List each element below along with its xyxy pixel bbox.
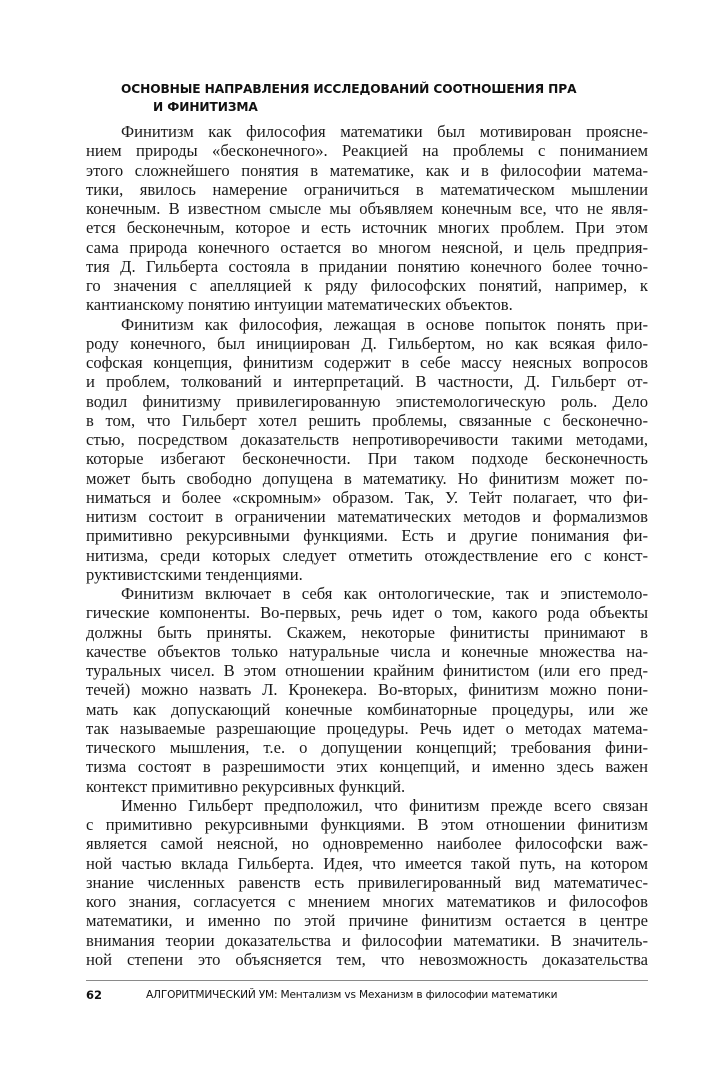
- section-heading-line-1: ОСНОВНЫЕ НАПРАВЛЕНИЯ ИССЛЕДОВАНИЙ СООТНОШЕНИЯ ПРА: [121, 82, 577, 96]
- text-line: ниматься и более «скромным» образом. Так, У. Тейт полагает, что фи-: [86, 487, 648, 507]
- text-line: нием природы «бесконечного». Реакцией на проблемы с пониманием: [86, 141, 648, 161]
- text-line: контекст примитивно рекурсивных функций.: [86, 776, 406, 796]
- text-line: тики, явилось намерение ограничиться в математическом мышлении: [86, 179, 648, 199]
- text-line: стью, посредством доказательств непротиворечивости такими методами,: [86, 430, 648, 449]
- text-line: водил финитизму привилегированную эпистемологическую роль. Дело: [86, 391, 648, 411]
- text-line: го значения с апелляцией к ряду философских понятий, например, к: [86, 276, 648, 295]
- text-line: гические компоненты. Во-первых, речь идет о том, какого рода объекты: [86, 603, 648, 623]
- text-line: тического мышления, т.е. о допущении концепций; требования фини-: [86, 738, 648, 757]
- text-line: в том, что Гильберт хотел решить проблемы, связанные с бесконечно-: [86, 410, 648, 430]
- text-line: которые избегают бесконечности. При таком подходе бесконечность: [86, 449, 648, 469]
- text-line: течей) можно назвать Л. Кронекера. Во-вторых, финитизм можно пони-: [86, 680, 648, 700]
- page-number: 62: [86, 988, 103, 1002]
- section-heading: [121, 80, 621, 116]
- text-line: сама природа конечного остается во многом неясной, и цель предприя-: [86, 237, 648, 257]
- text-line: этого сложнейшего понятия в математике, как и в философии матема-: [86, 160, 648, 180]
- running-title: [146, 989, 557, 1001]
- text-line: кого знания, согласуется с мнением многих математиков и философов: [86, 892, 648, 911]
- text-line: софская концепция, финитизм содержит в себе массу неясных вопросов: [86, 353, 648, 372]
- text-line: и проблем, толкований и интерпретаций. В частности, Д. Гильберт от-: [86, 372, 648, 392]
- text-line: мать как допускающий конечные комбинаторные процедуры, или же: [86, 699, 648, 719]
- text-line: качестве объектов только натуральные числа и конечные множества на-: [86, 641, 648, 661]
- text-line: так называемые разрешающие процедуры. Речь идет о методах матема-: [86, 718, 648, 738]
- text-line: является самой неясной, но одновременно наиболее философски важ-: [86, 834, 648, 854]
- text-line: примитивно рекурсивными функциями. Есть и другие понимания фи-: [86, 526, 648, 546]
- text-line: может быть свободно допущена в математику. Но финитизм может по-: [86, 468, 648, 488]
- body-text: [86, 122, 648, 969]
- book-title: АЛГОРИТМИЧЕСКИЙ УМ:: [146, 989, 278, 1001]
- text-line: тизма состоят в разрешимости этих концепций, и именно здесь важен: [86, 757, 648, 777]
- text-line: должны быть приняты. Скажем, некоторые финитисты принимают в: [86, 622, 648, 642]
- text-line: Финитизм включает в себя как онтологические, так и эпистемоло-: [121, 584, 648, 603]
- footer-divider: [86, 980, 648, 981]
- text-line: знание численных равенств есть привилегированный вид математичес-: [86, 872, 648, 892]
- text-line: ется бесконечным, которое и есть источник многих проблем. При этом: [86, 218, 648, 238]
- section-heading-line-2: И ФИНИТИЗМА: [153, 100, 258, 114]
- text-line: нитизма, среди которых следует отметить отождествление его с конст-: [86, 545, 648, 565]
- text-line: с примитивно рекурсивными функциями. В этом отношении финитизм: [86, 815, 648, 834]
- text-line: внимания теории доказательства и философии математики. В значитель-: [86, 930, 648, 950]
- text-line: нитизм состоит в ограничении математических методов и формализмов: [86, 507, 648, 526]
- text-line: руктивистскими тенденциями.: [86, 564, 303, 584]
- text-line: Финитизм как философия, лежащая в основе попыток понять при-: [121, 314, 648, 334]
- text-line: кантианскому понятию интуиции математических объектов.: [86, 295, 513, 315]
- text-line: Финитизм как философия математики был мотивирован проясне-: [121, 122, 648, 141]
- text-line: математики, и именно по этой причине финитизм остается в центре: [86, 911, 648, 931]
- text-line: Именно Гильберт предположил, что финитизм прежде всего связан: [121, 795, 648, 815]
- text-line: конечным. В известном смысле мы объявляем конечным все, что не явля-: [86, 199, 648, 218]
- text-line: тия Д. Гильберта состояла в придании понятию конечного более точно-: [86, 256, 648, 276]
- text-line: роду конечного, был инициирован Д. Гильбертом, но как всякая фило-: [86, 333, 648, 353]
- text-line: ной частью вклада Гильберта. Идея, что имеется такой путь, на котором: [86, 853, 648, 873]
- book-subtitle: Ментализм vs Механизм в философии математики: [280, 989, 558, 1001]
- text-line: туральных чисел. В этом отношении крайним финитистом (или его пред-: [86, 661, 648, 680]
- text-line: ной степени это объясняется тем, что невозможность доказательства: [86, 949, 648, 969]
